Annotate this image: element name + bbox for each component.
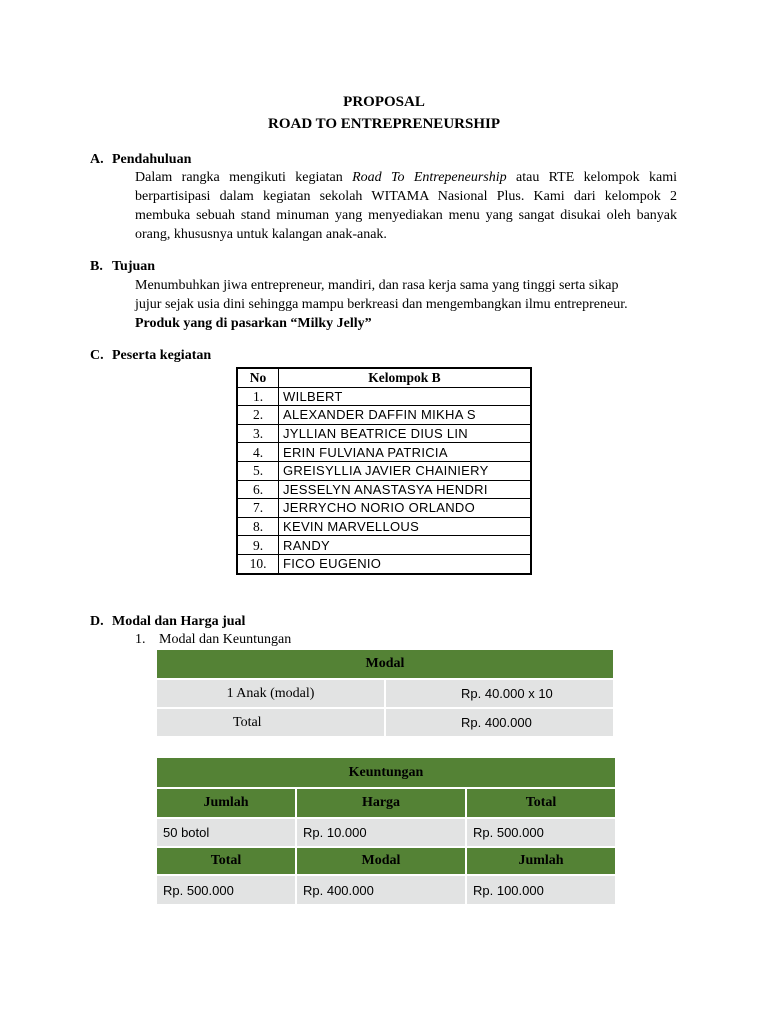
- keuntungan-subheader-row-1: [156, 788, 616, 818]
- section-d-sub-1: 1. Modal dan Keuntungan: [135, 632, 292, 647]
- modal-row1-value: Rp. 40.000 x 10: [385, 679, 614, 708]
- row-name: JYLLIAN BEATRICE DIUS LIN: [279, 424, 532, 443]
- table-row: [237, 406, 531, 425]
- row-no: 2.: [237, 406, 279, 425]
- row-name: FICO EUGENIO: [279, 554, 532, 573]
- section-b-product: Produk yang di pasarkan “Milky Jelly”: [135, 316, 372, 331]
- table-row: [156, 818, 616, 847]
- row-name: KEVIN MARVELLOUS: [279, 517, 532, 536]
- row-no: 5.: [237, 461, 279, 480]
- section-b-heading: B. Tujuan: [90, 259, 156, 274]
- table-row: [237, 536, 531, 555]
- col-header: Total: [466, 788, 616, 818]
- table-row: [156, 875, 616, 905]
- table-row: [237, 517, 531, 536]
- table-cell: Rp. 10.000: [296, 818, 466, 847]
- modal-header: Modal: [156, 649, 614, 679]
- table-row: [237, 424, 531, 443]
- table-row: [237, 387, 531, 406]
- table-cell: Rp. 500.000: [466, 818, 616, 847]
- col-header: Harga: [296, 788, 466, 818]
- table-row: [156, 708, 614, 737]
- participants-header-row: [237, 368, 531, 387]
- row-no: 6.: [237, 480, 279, 499]
- row-name: JESSELYN ANASTASYA HENDRI: [279, 480, 532, 499]
- col-group-header: Kelompok B: [279, 368, 532, 387]
- modal-table: [155, 648, 615, 738]
- col-no-header: No: [237, 368, 279, 387]
- keuntungan-table: [155, 756, 617, 906]
- row-no: 3.: [237, 424, 279, 443]
- modal-row1-label: 1 Anak (modal): [156, 679, 385, 708]
- col-header: Modal: [296, 847, 466, 875]
- row-name: ERIN FULVIANA PATRICIA: [279, 443, 532, 462]
- table-row: [237, 461, 531, 480]
- keuntungan-subheader-row-2: [156, 847, 616, 875]
- modal-header-row: [156, 649, 614, 679]
- table-row: [237, 554, 531, 573]
- row-name: WILBERT: [279, 387, 532, 406]
- row-name: ALEXANDER DAFFIN MIKHA S: [279, 406, 532, 425]
- row-name: GREISYLLIA JAVIER CHAINIERY: [279, 461, 532, 480]
- modal-row2-value: Rp. 400.000: [385, 708, 614, 737]
- table-cell: Rp. 500.000: [156, 875, 296, 905]
- table-cell: Rp. 100.000: [466, 875, 616, 905]
- row-no: 7.: [237, 499, 279, 518]
- keuntungan-header: Keuntungan: [156, 757, 616, 788]
- title-line-2: ROAD TO ENTREPRENEURSHIP: [268, 116, 500, 132]
- keuntungan-header-row: [156, 757, 616, 788]
- col-header: Total: [156, 847, 296, 875]
- section-a-heading: A. Pendahuluan: [90, 152, 192, 167]
- row-no: 1.: [237, 387, 279, 406]
- table-row: [237, 480, 531, 499]
- table-cell: 50 botol: [156, 818, 296, 847]
- table-row: [237, 443, 531, 462]
- modal-row2-label: Total: [156, 708, 385, 737]
- row-no: 4.: [237, 443, 279, 462]
- table-cell: Rp. 400.000: [296, 875, 466, 905]
- row-no: 10.: [237, 554, 279, 573]
- section-b-line-1: Menumbuhkan jiwa entrepreneur, mandiri, dan rasa kerja sama yang tinggi serta sikap: [135, 278, 619, 293]
- title-line-1: PROPOSAL: [343, 94, 425, 110]
- section-b-line-2: jujur sejak usia dini sehingga mampu berkreasi dan mengembangkan ilmu entrepreneur.: [135, 297, 628, 312]
- table-row: [156, 679, 614, 708]
- participants-table: [236, 367, 532, 575]
- section-a-paragraph: Dalam rangka mengikuti kegiatan Road To Entrepeneurship atau RTE kelompok kami berpartisipasi dalam kegiatan sekolah WITAMA Nasional Plus. Kami dari kelompok 2 membuka sebuah stand minuman yang menyediakan menu yang sangat disukai oleh banyak orang, khususnya untuk kalangan anak-anak.: [135, 170, 677, 242]
- row-name: RANDY: [279, 536, 532, 555]
- row-no: 9.: [237, 536, 279, 555]
- table-row: [237, 499, 531, 518]
- row-no: 8.: [237, 517, 279, 536]
- section-d-heading: D. Modal dan Harga jual: [90, 614, 246, 629]
- col-header: Jumlah: [466, 847, 616, 875]
- section-c-heading: C. Peserta kegiatan: [90, 348, 212, 363]
- col-header: Jumlah: [156, 788, 296, 818]
- row-name: JERRYCHO NORIO ORLANDO: [279, 499, 532, 518]
